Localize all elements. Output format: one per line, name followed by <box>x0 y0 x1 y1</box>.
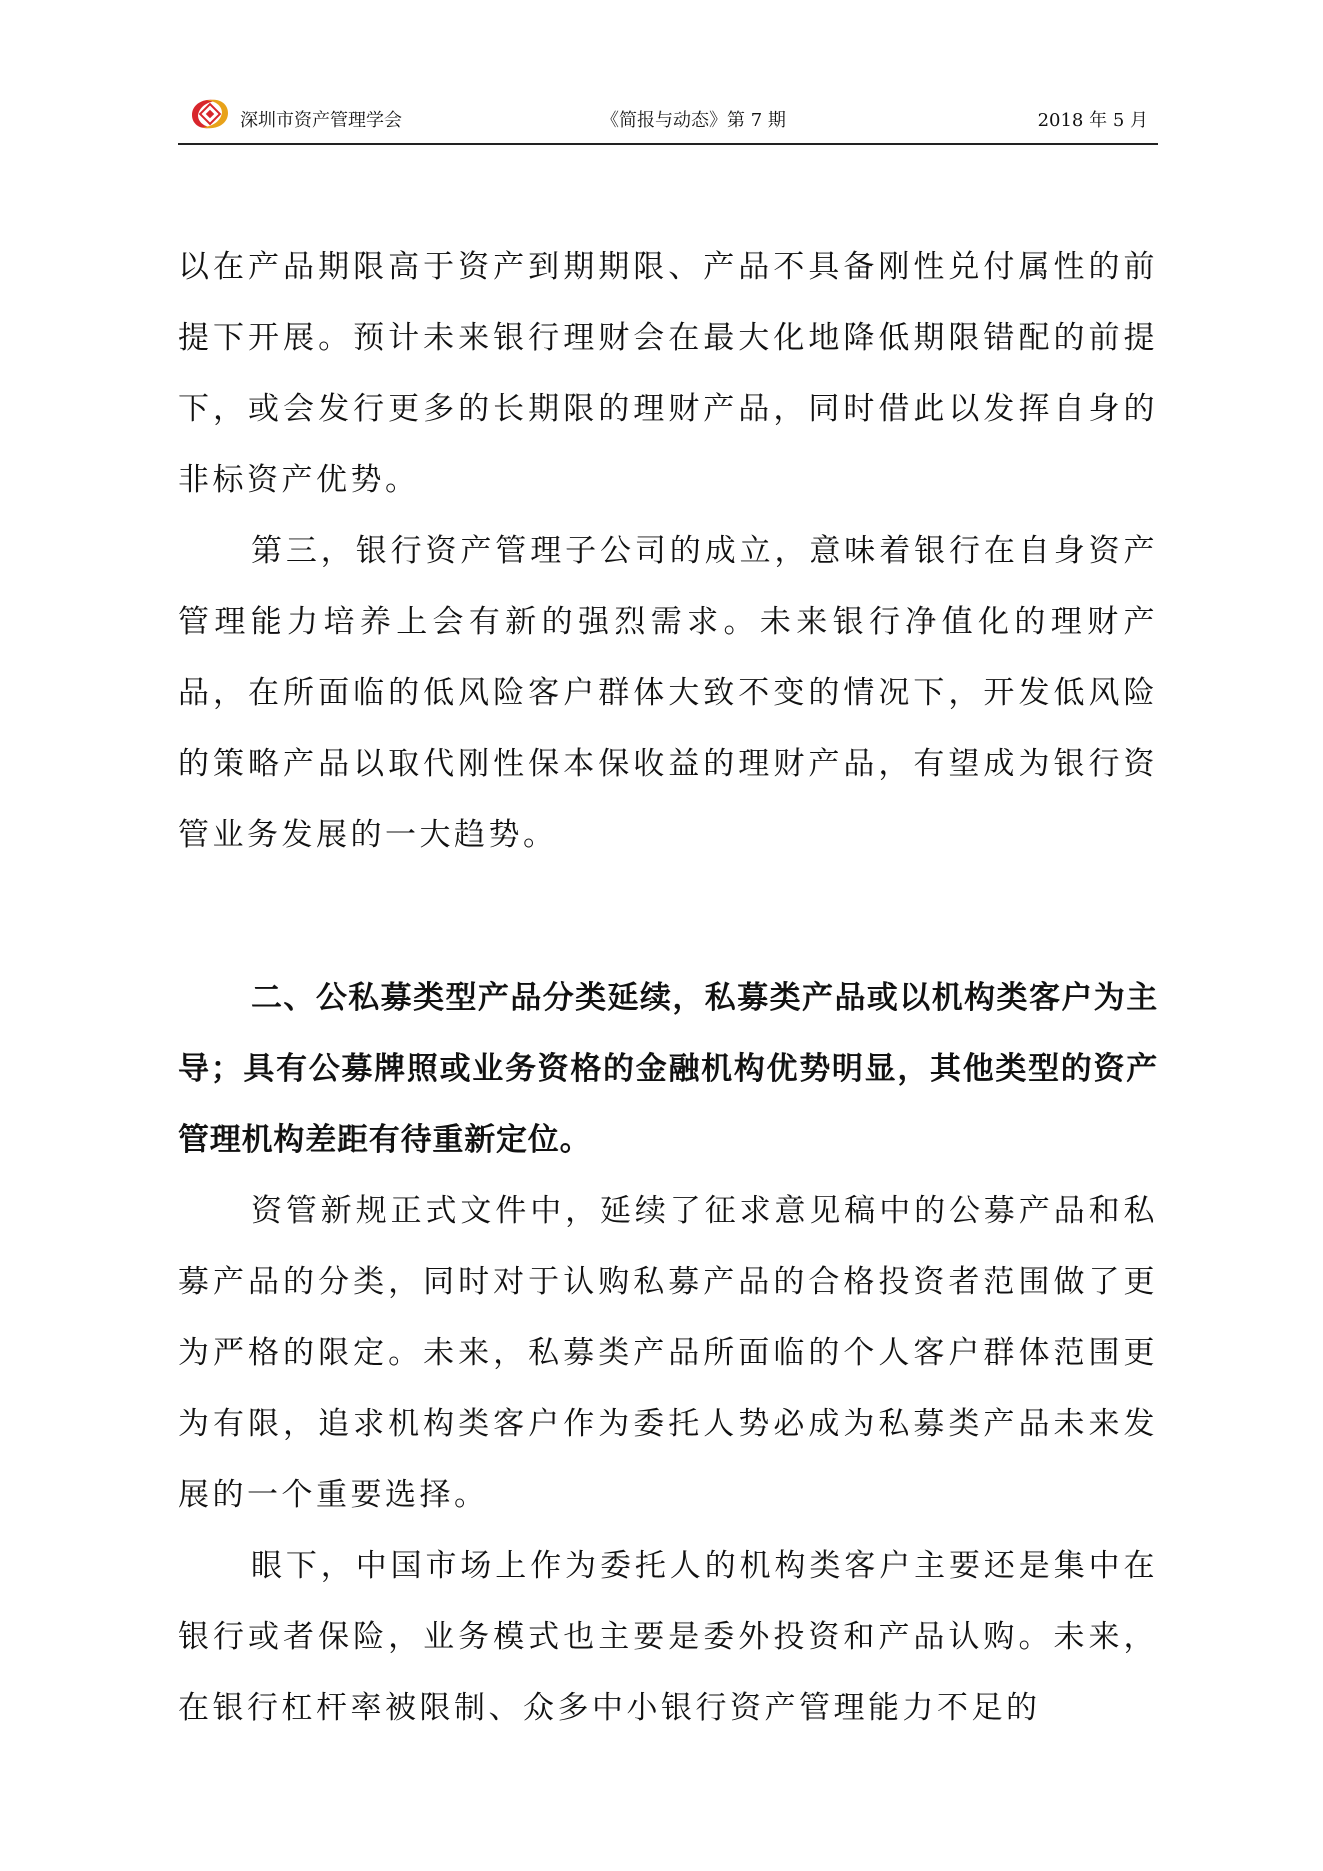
paragraph-continued: 以在产品期限高于资产到期期限、产品不具备刚性兑付属性的前提下开展。预计未来银行理财会在最大化地降低期限错配的前提下，或会发行更多的长期限的理财产品，同时借此以发挥自身的非标资产优势。 <box>178 249 1158 498</box>
society-logo-icon <box>188 95 232 133</box>
paragraph-private-placement: 资管新规正式文件中，延续了征求意见稿中的公募产品和私募产品的分类，同时对于认购私募产品的合格投资者范围做了更为严格的限定。未来，私募类产品所面临的个人客户群体范围更为有限，追求机构类客户作为委托人势必成为私募类产品未来发展的一个重要选择。 <box>178 1193 1158 1513</box>
paragraph-third-point: 第三，银行资产管理子公司的成立，意味着银行在自身资产管理能力培养上会有新的强烈需求。未来银行净值化的理财产品，在所面临的低风险客户群体大致不变的情况下，开发低风险的策略产品以取代刚性保本保收益的理财产品，有望成为银行资管业务发展的一大趋势。 <box>178 533 1158 853</box>
issue-date: 2018 年 5 月 <box>1037 110 1148 131</box>
paragraph-institutional-clients: 眼下，中国市场上作为委托人的机构类客户主要还是集中在银行或者保险，业务模式也主要是委外投资和产品认购。未来，在银行杠杆率被限制、众多中小银行资产管理能力不足的 <box>178 1548 1158 1726</box>
page-header <box>178 95 1158 145</box>
document-body <box>178 232 1158 1744</box>
organization-name: 深圳市资产管理学会 <box>240 110 402 131</box>
section-heading-two: 二、公私募类型产品分类延续，私募类产品或以机构类客户为主导；具有公募牌照或业务资格的金融机构优势明显，其他类型的资产管理机构差距有待重新定位。 <box>178 980 1158 1158</box>
bulletin-issue-title: 《简报与动态》第 7 期 <box>601 110 786 131</box>
